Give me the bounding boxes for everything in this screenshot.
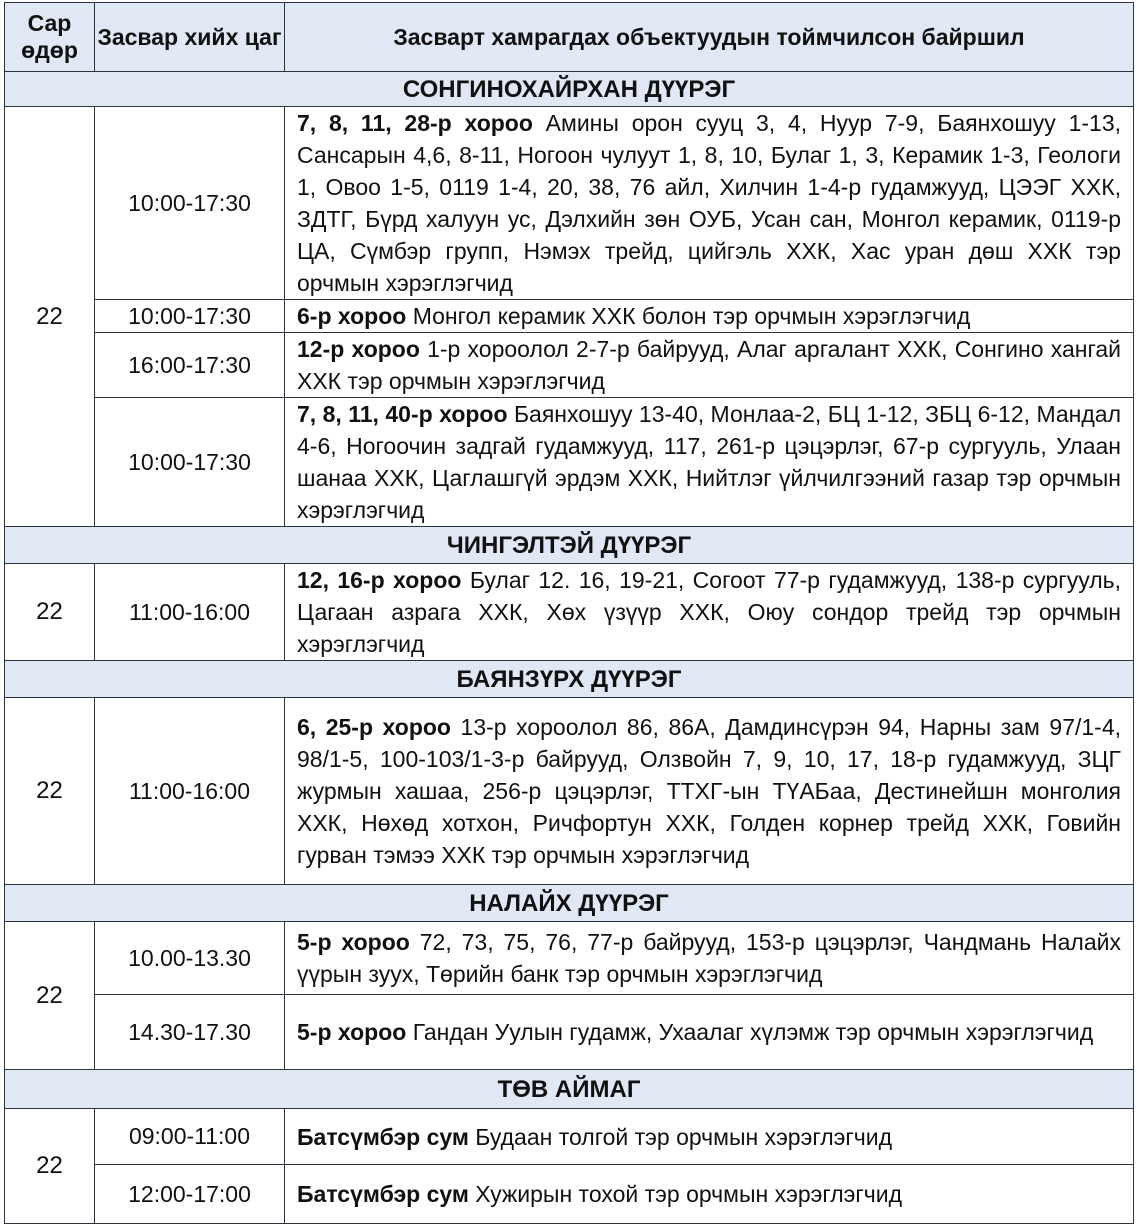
khoroo-label: Батсүмбэр сум [297,1123,469,1150]
location-cell [285,1165,1134,1224]
time-cell: 12:00-17:00 [95,1165,285,1224]
date-cell: 22 [5,107,95,527]
location-text: 1-р хороолол 2-7-р байрууд, Алаг аргалант ХХК, Сонгино хангай ХХК тэр орчмын хэрэглэгчид [297,336,1121,394]
time-cell: 10.00-13.30 [95,922,285,995]
section-row [5,1070,1134,1109]
section-title: НАЛАЙХ ДҮҮРЭГ [5,885,1134,922]
time-cell: 10:00-17:30 [95,107,285,300]
location-cell [285,698,1134,885]
khoroo-label: 12, 16-р хороо [297,567,462,593]
location-text: Будаан толгой тэр орчмын хэрэглэгчид [468,1123,893,1150]
date-cell: 22 [5,698,95,885]
location-cell [285,564,1134,661]
khoroo-label: 7, 8, 11, 28-р хороо [297,110,533,136]
section-row [5,885,1134,922]
table-row [5,398,1134,527]
time-cell: 09:00-11:00 [95,1109,285,1165]
table-row [5,333,1134,398]
date-cell: 22 [5,1109,95,1224]
location-cell [285,995,1134,1070]
section-row [5,661,1134,698]
table-row [5,995,1134,1070]
khoroo-label: 5-р хороо [297,1019,407,1045]
time-cell: 11:00-16:00 [95,564,285,661]
khoroo-label: Батсүмбэр сум [297,1181,469,1207]
location-cell [285,107,1134,300]
outage-schedule-table [4,2,1134,1224]
section-row [5,527,1134,564]
khoroo-label: 6, 25-р хороо [297,714,451,740]
table-row [5,300,1134,333]
location-cell [285,300,1134,333]
khoroo-label: 5-р хороо [297,929,410,955]
time-cell: 10:00-17:30 [95,398,285,527]
location-cell [285,922,1134,995]
khoroo-label: 12-р хороо [297,336,420,362]
header-location: Засварт хамрагдах объектуудын тоймчилсон байршил [285,3,1134,72]
section-title: ЧИНГЭЛТЭЙ ДҮҮРЭГ [5,527,1134,564]
khoroo-label: 6-р хороо [297,303,407,329]
header-date: Сар өдөр [5,3,95,72]
section-row [5,72,1134,107]
location-text: 72, 73, 75, 76, 77-р байрууд, 153-р цэцэрлэг, Чандмань Налайх үүрын зуух, Төрийн банк тэр орчмын хэрэглэгчид [297,929,1121,987]
time-cell: 11:00-16:00 [95,698,285,885]
section-title: ТӨВ АЙМАГ [5,1070,1134,1109]
location-text: Баянхошуу 13-40, Монлаа-2, БЦ 1-12, ЗБЦ 6-12, Мандал 4-6, Ногоочин задгай гудамжууд, 117, 261-р цэцэрлэг, 67-р сургууль, Улаан шанаа ХХК, Цаглашгүй эрдэм ХХК, Нийтлэг үйлчилгээний газар тэр орчмын хэрэглэгчид [297,401,1121,523]
table-row [5,107,1134,300]
section-title: БАЯНЗҮРХ ДҮҮРЭГ [5,661,1134,698]
location-text: Амины орон сууц 3, 4, Нуур 7-9, Баянхошуу 1-13, Сансарын 4,6, 8-11, Ногоон чулуут 1, 8, 10, Булаг 1, 3, Керамик 1-3, Геологи 1, Овоо 1-5, 0119 1-4, 20, 38, 76 айл, Хилчин 1-4-р гудамжууд, ЦЭЭГ ХХК, ЗДТГ, Бүрд халуун ус, Дэлхийн зөн ОУБ, Усан сан, Монгол керамик, 0119-р ЦА, Сүмбэр групп, Нэмэх трейд, цийгэль ХХК, Хас уран дөш ХХК тэр орчмын хэрэглэгчид [297,110,1121,296]
table-row [5,922,1134,995]
section-title: СОНГИНОХАЙРХАН ДҮҮРЭГ [5,72,1134,107]
header-time: Засвар хийх цаг [95,3,285,72]
location-text: Булаг 12. 16, 19-21, Согоот 77-р гудамжууд, 138-р сургууль, Цагаан азрага ХХК, Хөх үзүүр ХХК, Оюу сондор трейд тэр орчмын хэрэглэгчид [297,567,1121,657]
location-text: Монгол керамик ХХК болон тэр орчмын хэрэглэгчид [406,303,971,329]
location-text: Гандан Уулын гудамж, Ухаалаг хүлэмж тэр орчмын хэрэглэгчид [406,1019,1094,1045]
date-cell: 22 [5,922,95,1070]
location-cell [285,333,1134,398]
table-row [5,1109,1134,1165]
time-cell: 16:00-17:30 [95,333,285,398]
location-text: 13-р хороолол 86, 86А, Дамдинсүрэн 94, Нарны зам 97/1-4, 98/1-5, 100-103/1-3-р байрууд, Олзвойн 7, 9, 10, 17, 18-р гудамжууд, ЗЦГ журмын хашаа, 256-р цэцэрлэг, ТТХГ-ын ТҮАБаа, Дестинейшн монголия ХХК, Нөхөд хотхон, Ричфортун ХХК, Голден корнер трейд ХХК, Говийн гурван тэмээ ХХК тэр орчмын хэрэглэгчид [297,714,1122,868]
header-row [5,3,1134,72]
khoroo-label: 7, 8, 11, 40-р хороо [297,401,508,427]
location-text: Хужирын тохой тэр орчмын хэрэглэгчид [468,1181,903,1207]
table-row [5,1165,1134,1224]
location-cell [285,398,1134,527]
table-row [5,698,1134,885]
time-cell: 10:00-17:30 [95,300,285,333]
table-row [5,564,1134,661]
location-cell [285,1109,1134,1165]
time-cell: 14.30-17.30 [95,995,285,1070]
date-cell: 22 [5,564,95,661]
